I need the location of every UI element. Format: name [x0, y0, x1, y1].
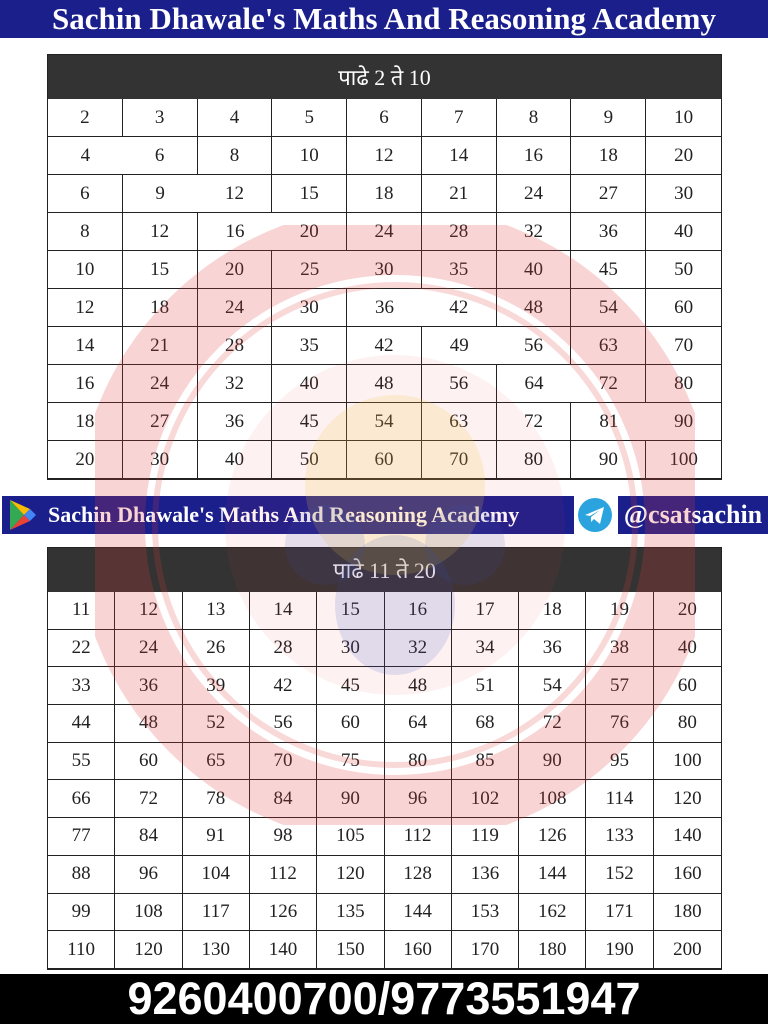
telegram-handle: @csatsachin: [618, 496, 768, 534]
table-cell: 9: [571, 99, 646, 137]
table-cell: 200: [654, 931, 721, 969]
table-cell: 36: [571, 213, 646, 251]
table-cell: 40: [497, 251, 572, 289]
table-cell: 171: [586, 894, 653, 932]
table-cell: 5: [272, 99, 347, 137]
table-cell: 80: [646, 365, 721, 403]
table-cell: 6: [123, 137, 198, 175]
table-cell: 104: [183, 856, 250, 894]
table-cell: 60: [317, 705, 384, 743]
table-cell: 90: [571, 441, 646, 479]
table-cell: 84: [250, 780, 317, 818]
table-cell: 38: [586, 630, 653, 668]
table-cell: 85: [452, 743, 519, 781]
table-cell: 48: [115, 705, 182, 743]
table-cell: 16: [48, 365, 123, 403]
table-cell: 42: [250, 667, 317, 705]
table-cell: 117: [183, 894, 250, 932]
table-cell: 21: [422, 175, 497, 213]
table-cell: 6: [48, 175, 123, 213]
table-cell: 63: [422, 403, 497, 441]
table-cell: 152: [586, 856, 653, 894]
table-2-to-10-grid: [48, 99, 721, 479]
table-cell: 32: [497, 213, 572, 251]
table-cell: 42: [422, 289, 497, 327]
table-cell: 80: [385, 743, 452, 781]
table-cell: 170: [452, 931, 519, 969]
table-cell: 8: [48, 213, 123, 251]
table-cell: 2: [48, 99, 123, 137]
table-cell: 105: [317, 818, 384, 856]
table-cell: 19: [586, 592, 653, 630]
table-cell: 24: [198, 289, 273, 327]
table-cell: 36: [198, 403, 273, 441]
table-cell: 144: [385, 894, 452, 932]
table-cell: 27: [123, 403, 198, 441]
table-cell: 18: [48, 403, 123, 441]
table-cell: 60: [646, 289, 721, 327]
table-cell: 64: [385, 705, 452, 743]
table-cell: 8: [198, 137, 273, 175]
phone-banner: [0, 974, 768, 1024]
table-cell: 30: [123, 441, 198, 479]
table-cell: 24: [497, 175, 572, 213]
table-cell: 126: [250, 894, 317, 932]
table-cell: 26: [183, 630, 250, 668]
table-cell: 28: [198, 327, 273, 365]
table-cell: 52: [183, 705, 250, 743]
table-cell: 54: [519, 667, 586, 705]
table-cell: 33: [48, 667, 115, 705]
table-cell: 48: [347, 365, 422, 403]
table-cell: 18: [347, 175, 422, 213]
table-cell: 40: [646, 213, 721, 251]
table-cell: 72: [497, 403, 572, 441]
table-cell: 20: [48, 441, 123, 479]
table-cell: 45: [571, 251, 646, 289]
table-cell: 64: [497, 365, 572, 403]
table-cell: 28: [250, 630, 317, 668]
table-cell: 12: [347, 137, 422, 175]
table-cell: 12: [115, 592, 182, 630]
table-cell: 50: [272, 441, 347, 479]
table-cell: 160: [385, 931, 452, 969]
table-cell: 60: [115, 743, 182, 781]
table-cell: 14: [48, 327, 123, 365]
table-cell: 96: [385, 780, 452, 818]
table-cell: 133: [586, 818, 653, 856]
table-cell: 36: [347, 289, 422, 327]
table-cell: 162: [519, 894, 586, 932]
table-cell: 32: [385, 630, 452, 668]
table-cell: 45: [272, 403, 347, 441]
table-cell: 21: [123, 327, 198, 365]
table-cell: 18: [519, 592, 586, 630]
table-cell: 36: [519, 630, 586, 668]
table-cell: 120: [317, 856, 384, 894]
table-cell: 3: [123, 99, 198, 137]
table-cell: 30: [272, 289, 347, 327]
table-cell: 77: [48, 818, 115, 856]
table-cell: 20: [198, 251, 273, 289]
table-cell: 80: [497, 441, 572, 479]
table-cell: 16: [198, 213, 273, 251]
table-cell: 128: [385, 856, 452, 894]
table-11-to-20: [47, 547, 722, 970]
table-cell: 10: [272, 137, 347, 175]
table-cell: 130: [183, 931, 250, 969]
table-cell: 190: [586, 931, 653, 969]
table-cell: 98: [250, 818, 317, 856]
table-cell: 12: [48, 289, 123, 327]
table-cell: 12: [123, 213, 198, 251]
table-cell: 81: [571, 403, 646, 441]
table-cell: 12: [198, 175, 273, 213]
table-cell: 60: [347, 441, 422, 479]
table-cell: 39: [183, 667, 250, 705]
table-2-to-10: [47, 54, 722, 480]
table-cell: 36: [115, 667, 182, 705]
table-cell: 56: [250, 705, 317, 743]
table-cell: 68: [452, 705, 519, 743]
table-cell: 30: [646, 175, 721, 213]
table-cell: 56: [497, 327, 572, 365]
table-cell: 78: [183, 780, 250, 818]
table-cell: 70: [646, 327, 721, 365]
table-cell: 30: [347, 251, 422, 289]
table-cell: 25: [272, 251, 347, 289]
play-store-icon: [2, 496, 42, 534]
table-cell: 14: [250, 592, 317, 630]
table-cell: 16: [497, 137, 572, 175]
table-cell: 80: [654, 705, 721, 743]
table-cell: 91: [183, 818, 250, 856]
table-cell: 50: [646, 251, 721, 289]
table-cell: 57: [586, 667, 653, 705]
table-cell: 72: [115, 780, 182, 818]
table-cell: 20: [654, 592, 721, 630]
table-cell: 70: [250, 743, 317, 781]
table-cell: 100: [654, 743, 721, 781]
table-cell: 9: [123, 175, 198, 213]
table-cell: 51: [452, 667, 519, 705]
table-cell: 70: [422, 441, 497, 479]
table-cell: 17: [452, 592, 519, 630]
table-cell: 99: [48, 894, 115, 932]
table-cell: 60: [654, 667, 721, 705]
table-cell: 136: [452, 856, 519, 894]
table-cell: 20: [646, 137, 721, 175]
table-cell: 18: [571, 137, 646, 175]
table-cell: 24: [115, 630, 182, 668]
table-cell: 10: [48, 251, 123, 289]
table-cell: 90: [646, 403, 721, 441]
table-cell: 54: [571, 289, 646, 327]
table-cell: 13: [183, 592, 250, 630]
table-cell: 114: [586, 780, 653, 818]
table-cell: 40: [198, 441, 273, 479]
table-cell: 102: [452, 780, 519, 818]
table-cell: 44: [48, 705, 115, 743]
table-cell: 140: [654, 818, 721, 856]
table-cell: 76: [586, 705, 653, 743]
table-cell: 66: [48, 780, 115, 818]
table-cell: 35: [272, 327, 347, 365]
table-cell: 42: [347, 327, 422, 365]
table-cell: 15: [272, 175, 347, 213]
phone-numbers: 9260400700/9773551947: [127, 973, 641, 1024]
table-cell: 56: [422, 365, 497, 403]
table-cell: 72: [519, 705, 586, 743]
table-cell: 88: [48, 856, 115, 894]
table-cell: 150: [317, 931, 384, 969]
table-cell: 90: [519, 743, 586, 781]
table-cell: 35: [422, 251, 497, 289]
table-2-to-10-title: पाढे 2 ते 10: [48, 55, 721, 99]
table-cell: 126: [519, 818, 586, 856]
table-cell: 34: [452, 630, 519, 668]
table-11-to-20-title: पाढे 11 ते 20: [48, 548, 721, 592]
table-cell: 72: [571, 365, 646, 403]
table-cell: 144: [519, 856, 586, 894]
table-cell: 112: [250, 856, 317, 894]
table-cell: 135: [317, 894, 384, 932]
table-cell: 4: [48, 137, 123, 175]
table-cell: 180: [654, 894, 721, 932]
table-cell: 10: [646, 99, 721, 137]
table-cell: 28: [422, 213, 497, 251]
table-cell: 96: [115, 856, 182, 894]
table-cell: 27: [571, 175, 646, 213]
table-cell: 22: [48, 630, 115, 668]
table-cell: 11: [48, 592, 115, 630]
table-cell: 48: [385, 667, 452, 705]
table-cell: 6: [347, 99, 422, 137]
table-cell: 20: [272, 213, 347, 251]
table-cell: 18: [123, 289, 198, 327]
mid-banner: [0, 496, 768, 534]
top-banner: [0, 0, 768, 38]
table-cell: 110: [48, 931, 115, 969]
table-cell: 49: [422, 327, 497, 365]
table-cell: 84: [115, 818, 182, 856]
table-cell: 24: [123, 365, 198, 403]
table-cell: 100: [646, 441, 721, 479]
table-cell: 153: [452, 894, 519, 932]
table-cell: 40: [272, 365, 347, 403]
table-cell: 15: [123, 251, 198, 289]
table-cell: 45: [317, 667, 384, 705]
table-cell: 14: [422, 137, 497, 175]
table-cell: 24: [347, 213, 422, 251]
table-cell: 16: [385, 592, 452, 630]
table-cell: 112: [385, 818, 452, 856]
table-cell: 54: [347, 403, 422, 441]
table-cell: 90: [317, 780, 384, 818]
table-cell: 48: [497, 289, 572, 327]
table-cell: 63: [571, 327, 646, 365]
table-cell: 120: [115, 931, 182, 969]
table-cell: 180: [519, 931, 586, 969]
table-cell: 32: [198, 365, 273, 403]
table-cell: 15: [317, 592, 384, 630]
table-cell: 75: [317, 743, 384, 781]
table-cell: 55: [48, 743, 115, 781]
table-cell: 4: [198, 99, 273, 137]
table-cell: 8: [497, 99, 572, 137]
table-cell: 160: [654, 856, 721, 894]
table-cell: 108: [519, 780, 586, 818]
table-cell: 7: [422, 99, 497, 137]
table-cell: 30: [317, 630, 384, 668]
table-cell: 40: [654, 630, 721, 668]
table-cell: 108: [115, 894, 182, 932]
table-cell: 65: [183, 743, 250, 781]
telegram-icon: [578, 498, 612, 532]
table-cell: 95: [586, 743, 653, 781]
table-cell: 120: [654, 780, 721, 818]
table-cell: 119: [452, 818, 519, 856]
mid-banner-title: Sachin Dhawale's Maths And Reasoning Academy: [42, 496, 574, 534]
table-11-to-20-grid: [48, 592, 721, 969]
academy-title: Sachin Dhawale's Maths And Reasoning Academy: [51, 1, 717, 36]
table-cell: 140: [250, 931, 317, 969]
